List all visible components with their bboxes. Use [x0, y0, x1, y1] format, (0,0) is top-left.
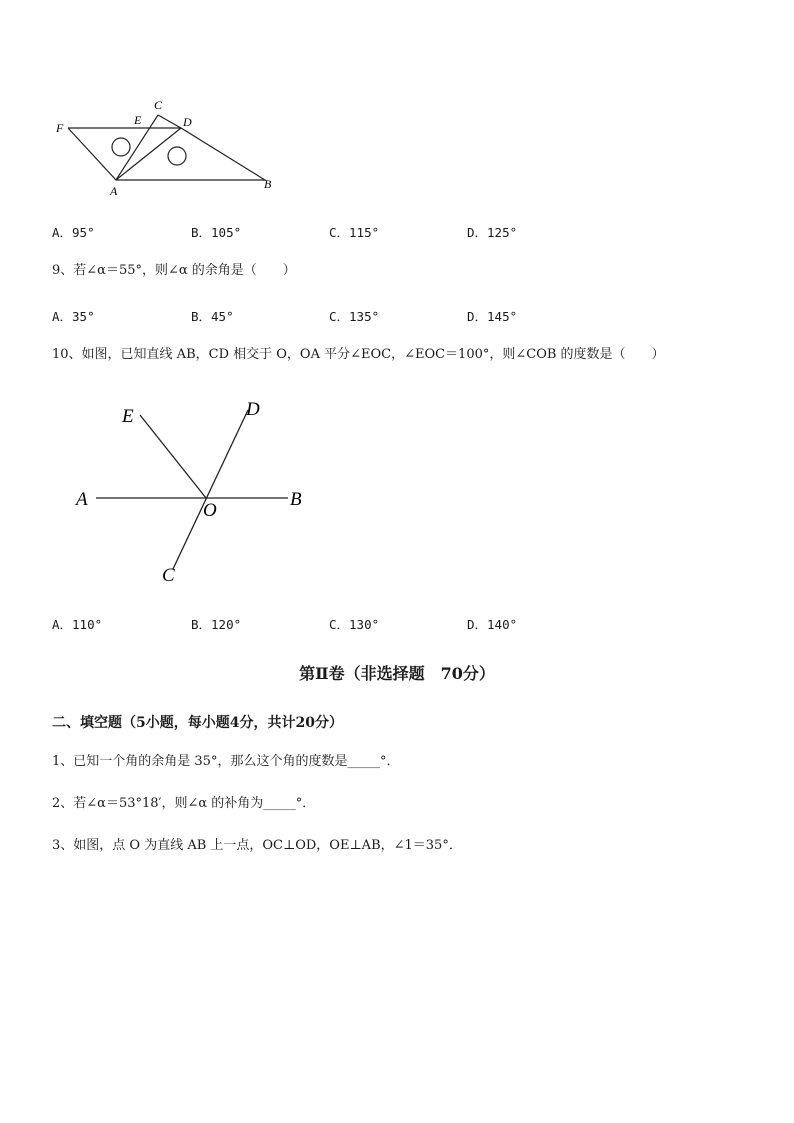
- q10-option-b: B．120°: [191, 617, 242, 632]
- fig10-label-e: E: [122, 406, 134, 427]
- fig8-label-a: A: [110, 184, 118, 198]
- q9-text: 9、若∠α＝55°，则∠α 的余角是（ ）: [52, 263, 296, 278]
- q8-option-a: A．95°: [52, 225, 95, 240]
- q8-option-c: C．115°: [329, 225, 380, 240]
- fig10-ray-oe: [140, 415, 206, 498]
- section2-heading: 二、填空题（5小题，每小题4分，共计20分）: [52, 715, 343, 731]
- fig10-label-c: C: [162, 565, 175, 586]
- q8-option-b: B．105°: [191, 225, 242, 240]
- fill-question-2: 2、若∠α＝53°18′，则∠α 的补角为_____°．: [52, 796, 316, 811]
- fig8-angle-mark-2: [168, 147, 186, 165]
- q8-option-d: D．125°: [467, 225, 518, 240]
- fig10-label-b: B: [290, 489, 302, 510]
- q10-text: 10、如图，已知直线 AB，CD 相交于 O，OA 平分∠EOC，∠EOC＝100°，则∠COB 的度数是（ ）: [52, 347, 665, 362]
- fig8-parallelogram: [68, 128, 265, 180]
- fig10-label-a: A: [76, 489, 88, 510]
- fig8-label-b: B: [264, 177, 272, 191]
- q9-option-c: C．135°: [329, 309, 380, 324]
- fig10-label-o: O: [203, 500, 217, 521]
- q9-option-a: A．35°: [52, 309, 95, 324]
- q10-option-d: D．140°: [467, 617, 518, 632]
- fill-question-1: 1、已知一个角的余角是 35°，那么这个角的度数是_____°．: [52, 754, 400, 769]
- fill-question-3: 3、如图，点 O 为直线 AB 上一点，OC⊥OD，OE⊥AB，∠1＝35°．: [52, 838, 462, 853]
- fig10-label-d: D: [246, 399, 260, 420]
- fig8-label-f: F: [56, 121, 64, 135]
- q9-option-b: B．45°: [191, 309, 234, 324]
- fig10-line-cd: [173, 410, 248, 569]
- q10-option-c: C．130°: [329, 617, 380, 632]
- part2-title: 第Ⅱ卷（非选择题 70分）: [299, 664, 495, 683]
- q10-option-a: A．110°: [52, 617, 103, 632]
- fig8-label-e: E: [134, 113, 142, 127]
- fig8-angle-mark-1: [112, 138, 130, 156]
- q10-figure: [70, 392, 320, 592]
- q9-option-d: D．145°: [467, 309, 518, 324]
- fig8-line-cd: [158, 115, 181, 128]
- q8-figure: [50, 95, 290, 205]
- fig8-label-c: C: [154, 98, 163, 112]
- fig8-label-d: D: [183, 115, 192, 129]
